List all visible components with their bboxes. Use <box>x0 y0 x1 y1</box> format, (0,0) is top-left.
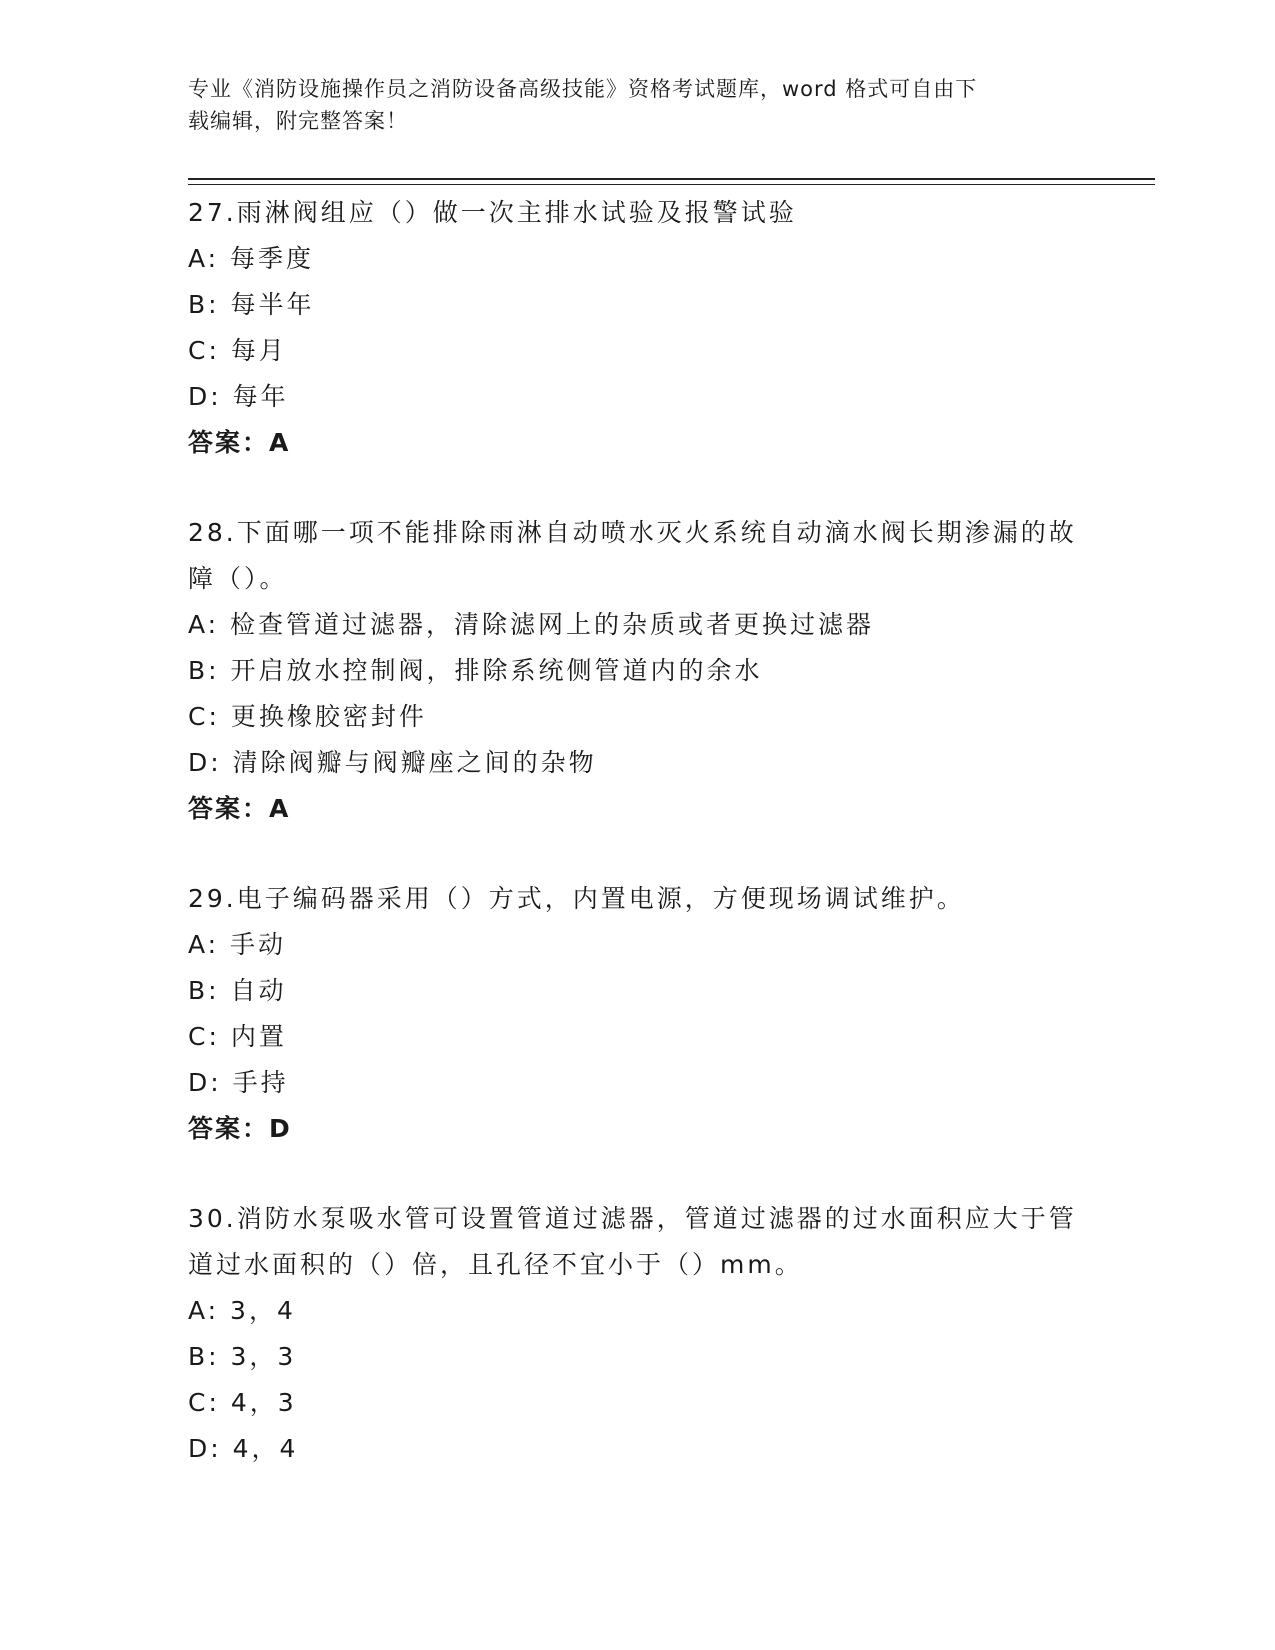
option-c: C: 4，3 <box>188 1388 297 1417</box>
header-line-1: 专业《消防设施操作员之消防设备高级技能》资格考试题库，word 格式可自由下 <box>188 77 978 101</box>
answer-line: 答案：A <box>188 428 291 457</box>
question-stem: 28.下面哪一项不能排除雨淋自动喷水灭火系统自动滴水阀长期渗漏的故障（）。 <box>188 518 1077 593</box>
option-a: A: 检查管道过滤器，清除滤网上的杂质或者更换过滤器 <box>188 610 875 639</box>
question-stem: 29.电子编码器采用（）方式，内置电源，方便现场调试维护。 <box>188 884 965 913</box>
answer-line: 答案：D <box>188 1114 292 1143</box>
option-a: A: 每季度 <box>188 244 315 273</box>
option-d: D: 手持 <box>188 1068 289 1097</box>
question-29 <box>188 876 1088 1152</box>
option-a: A: 手动 <box>188 930 287 959</box>
question-list <box>188 190 1088 1516</box>
option-d: D: 每年 <box>188 382 289 411</box>
option-c: C: 更换橡胶密封件 <box>188 702 427 731</box>
option-b: B: 自动 <box>188 976 287 1005</box>
question-stem: 27.雨淋阀组应（）做一次主排水试验及报警试验 <box>188 198 797 227</box>
header-line-2: 载编辑，附完整答案！ <box>188 109 408 133</box>
option-d: D: 清除阀瓣与阀瓣座之间的杂物 <box>188 748 597 777</box>
header-divider-thin <box>188 184 1155 185</box>
option-b: B: 开启放水控制阀，排除系统侧管道内的余水 <box>188 656 763 685</box>
question-27 <box>188 190 1088 466</box>
question-28 <box>188 510 1088 832</box>
question-30 <box>188 1196 1088 1472</box>
header-divider-thick <box>188 178 1155 180</box>
answer-line: 答案：A <box>188 794 291 823</box>
option-b: B: 每半年 <box>188 290 315 319</box>
option-b: B: 3，3 <box>188 1342 297 1371</box>
option-d: D: 4，4 <box>188 1434 299 1463</box>
question-stem: 30.消防水泵吸水管可设置管道过滤器，管道过滤器的过水面积应大于管道过水面积的（）倍，且孔径不宜小于（）mm。 <box>188 1204 1077 1279</box>
document-header <box>188 73 1088 137</box>
option-c: C: 每月 <box>188 336 287 365</box>
option-c: C: 内置 <box>188 1022 287 1051</box>
option-a: A: 3，4 <box>188 1296 296 1325</box>
